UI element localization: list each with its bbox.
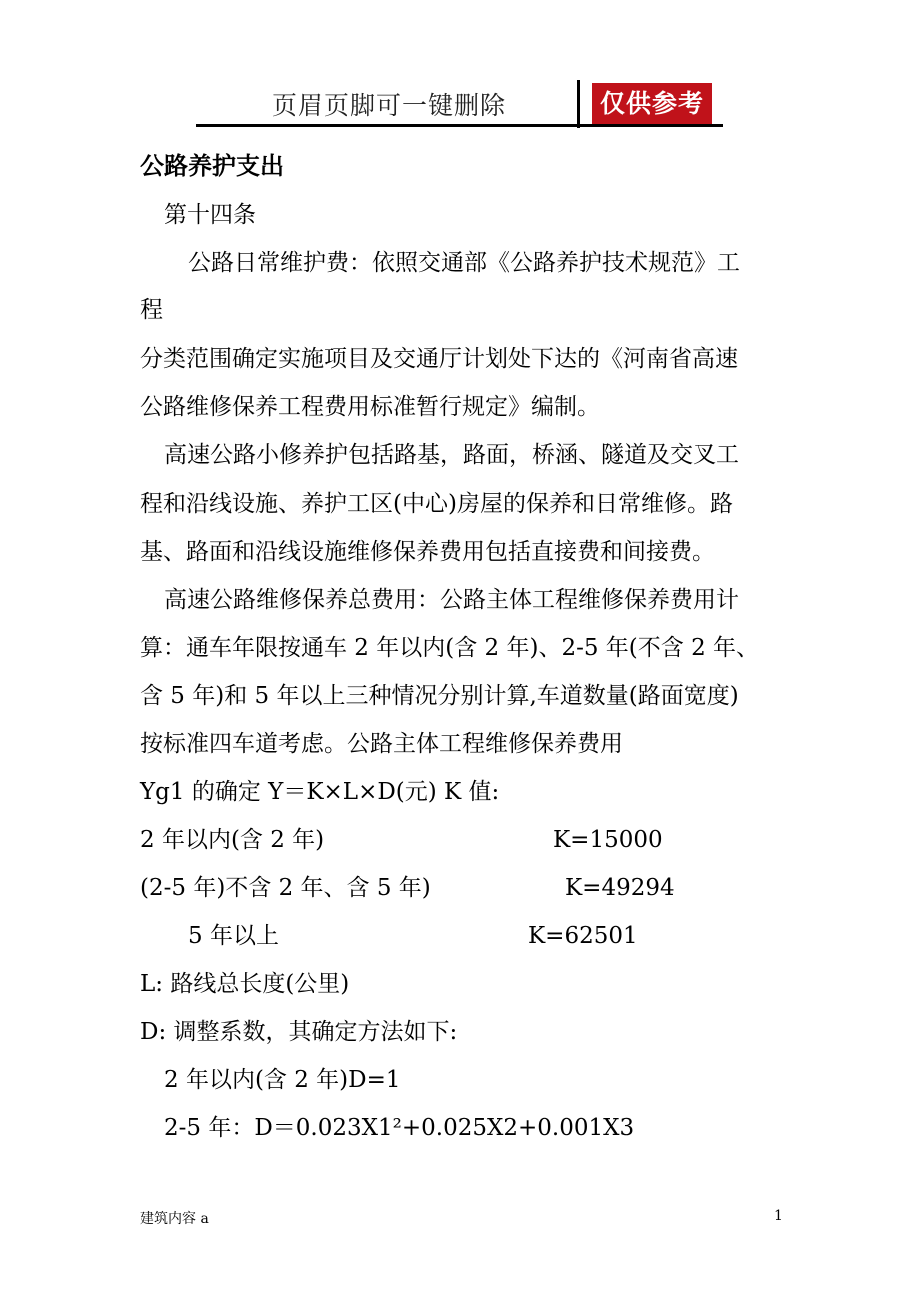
paragraph-line: 分类范围确定实施项目及交通厅计划处下达的《河南省高速 <box>140 346 738 372</box>
article-number: 第十四条 <box>164 202 256 228</box>
definition-line: 2-5 年：D＝0.023X1²+0.025X2+0.001X3 <box>164 1115 635 1141</box>
header-divider <box>577 80 580 128</box>
k-row-label: (2-5 年)不含 2 年、含 5 年) <box>140 875 431 901</box>
paragraph-line: 程 <box>140 297 163 323</box>
k-row-label: 2 年以内(含 2 年) <box>140 827 325 853</box>
k-row-value: K=15000 <box>553 827 663 853</box>
definition-line: L: 路线总长度(公里) <box>140 971 350 997</box>
section-title: 公路养护支出 <box>140 151 284 180</box>
definition-line: D: 调整系数，其确定方法如下: <box>140 1019 458 1045</box>
paragraph-line: 按标准四车道考虑。公路主体工程维修保养费用 <box>140 731 623 757</box>
header-rule <box>196 124 723 127</box>
page-number: 1 <box>774 1208 783 1224</box>
k-row-value: K=49294 <box>565 875 675 901</box>
header-text: 页眉页脚可一键删除 <box>272 91 507 120</box>
paragraph-line: 高速公路维修保养总费用：公路主体工程维修保养费用计 <box>164 587 739 613</box>
paragraph-line: 公路日常维护费：依照交通部《公路养护技术规范》工 <box>188 250 740 276</box>
footer-text: 建筑内容 a <box>140 1211 209 1227</box>
k-row-label: 5 年以上 <box>188 923 279 949</box>
k-row-value: K=62501 <box>528 923 638 949</box>
paragraph-line: 程和沿线设施、养护工区(中心)房屋的保养和日常维修。路 <box>140 491 733 517</box>
paragraph-line: 含 5 年)和 5 年以上三种情况分别计算,车道数量(路面宽度) <box>140 683 739 709</box>
paragraph-line: 公路维修保养工程费用标准暂行规定》编制。 <box>140 394 600 420</box>
paragraph-line: 高速公路小修养护包括路基，路面，桥涵、隧道及交叉工 <box>164 442 739 468</box>
reference-only-badge: 仅供参考 <box>592 83 712 125</box>
formula-line: Yg1 的确定 Y＝K×L×D(元) K 值: <box>140 779 500 805</box>
definition-line: 2 年以内(含 2 年)D=1 <box>164 1067 401 1093</box>
paragraph-line: 算：通车年限按通车 2 年以内(含 2 年)、2-5 年(不含 2 年、 <box>140 635 760 661</box>
paragraph-line: 基、路面和沿线设施维修保养费用包括直接费和间接费。 <box>140 539 715 565</box>
